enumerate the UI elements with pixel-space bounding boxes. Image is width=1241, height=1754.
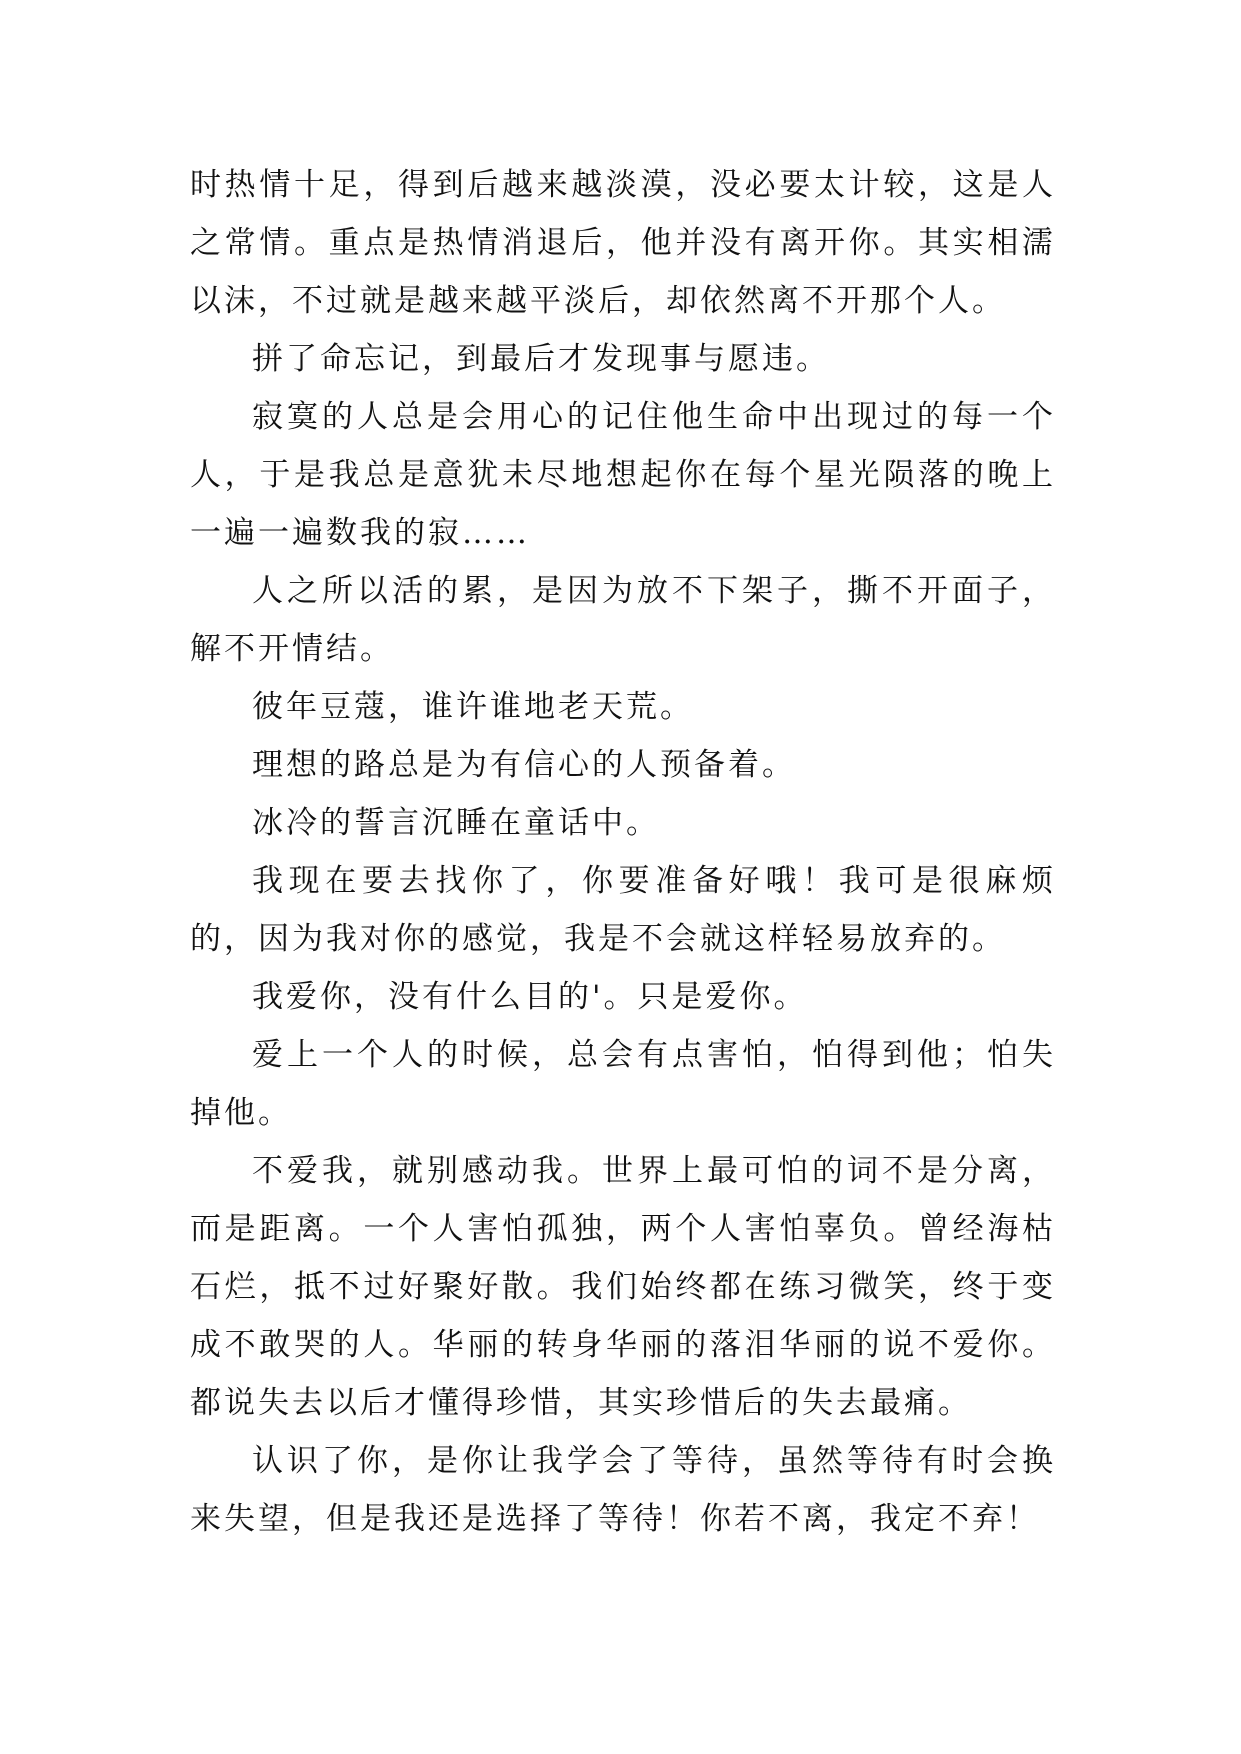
paragraph: 拼了命忘记，到最后才发现事与愿违。 [252, 341, 830, 377]
paragraph: 不爱我，就别感动我。世界上最可怕的词不是分离，而是距离。一个人害怕孤独，两个人害怕辜负。曾经海枯石烂，抵不过好聚好散。我们始终都在练习微笑，终于变成不敢哭的人。华丽的转身华丽的落泪华丽的说不爱你。都说失去以后才懂得珍惜，其实珍惜后的失去最痛。 [190, 1153, 1056, 1421]
paragraph: 认识了你，是你让我学会了等待，虽然等待有时会换来失望，但是我还是选择了等待！你若不离，我定不弃！ [190, 1443, 1056, 1537]
paragraph: 时热情十足，得到后越来越淡漠，没必要太计较，这是人之常情。重点是热情消退后，他并没有离开你。其实相濡以沫，不过就是越来越平淡后，却依然离不开那个人。 [190, 167, 1056, 319]
paragraph: 我现在要去找你了，你要准备好哦！我可是很麻烦的，因为我对你的感觉，我是不会就这样轻易放弃的。 [190, 863, 1056, 957]
paragraph: 人之所以活的累，是因为放不下架子，撕不开面子，解不开情结。 [190, 573, 1056, 667]
paragraph: 冰冷的誓言沉睡在童话中。 [252, 805, 660, 841]
paragraph: 我爱你，没有什么目的'。只是爱你。 [252, 979, 808, 1015]
paragraph: 理想的路总是为有信心的人预备着。 [252, 747, 796, 783]
paragraph: 寂寞的人总是会用心的记住他生命中出现过的每一个人，于是我总是意犹未尽地想起你在每个星光陨落的晚上一遍一遍数我的寂…… [190, 399, 1056, 551]
paragraph: 爱上一个人的时候，总会有点害怕，怕得到他；怕失掉他。 [190, 1037, 1056, 1131]
paragraph: 彼年豆蔻，谁许谁地老天荒。 [252, 689, 694, 725]
document-body [190, 156, 1056, 1548]
